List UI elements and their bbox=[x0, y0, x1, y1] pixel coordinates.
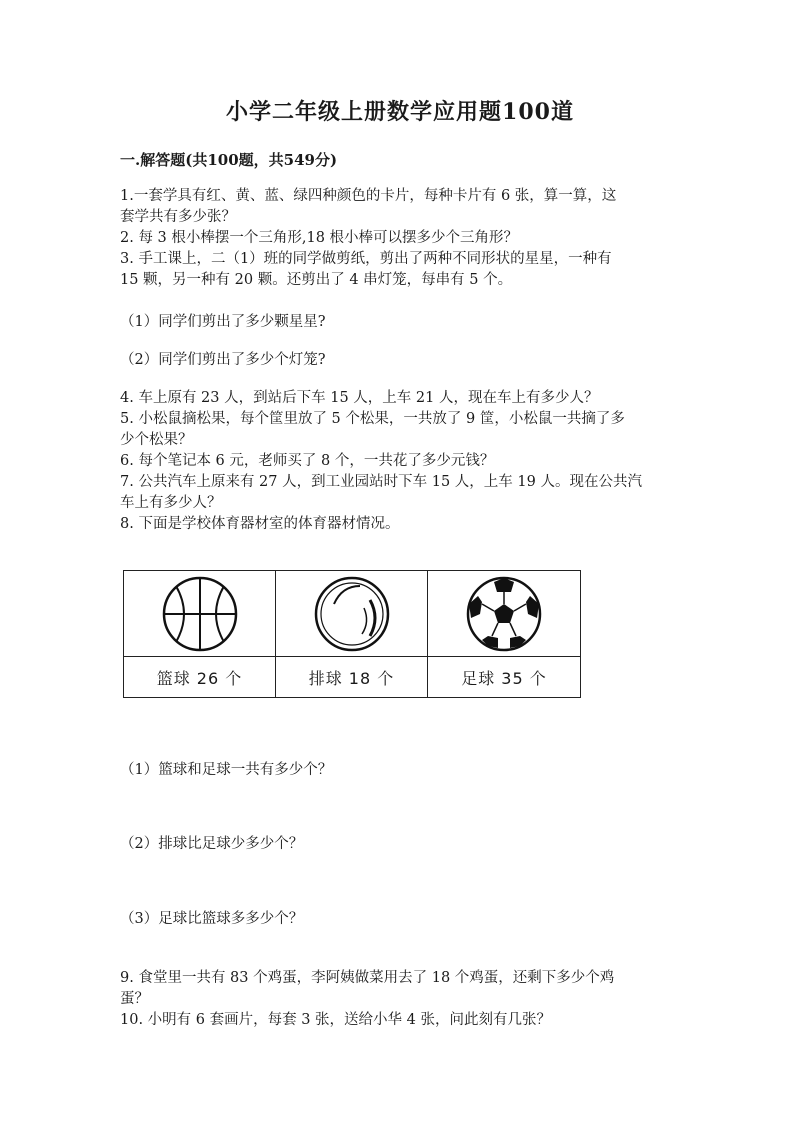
question-1 bbox=[120, 186, 680, 228]
question-1-line-1: 1.一套学具有红、黄、蓝、绿四种颜色的卡片，每种卡片有 6 张，算一算，这 bbox=[120, 188, 617, 204]
question-9 bbox=[120, 968, 680, 1010]
question-8-sub-2: （2）排球比足球少多少个？ bbox=[120, 836, 304, 852]
basketball-icon bbox=[160, 574, 240, 654]
page-title: 小学二年级上册数学应用题100道 bbox=[226, 99, 574, 125]
question-5-line-2: 少个松果？ bbox=[120, 432, 193, 448]
question-4: 4. 车上原有 23 人，到站后下车 15 人，上车 21 人，现在车上有多少人？ bbox=[120, 390, 599, 406]
question-3 bbox=[120, 249, 680, 291]
question-10: 10. 小明有 6 套画片，每套 3 张，送给小华 4 张，问此刻有几张？ bbox=[120, 1012, 551, 1028]
soccer-cell bbox=[428, 571, 580, 657]
question-7 bbox=[120, 472, 680, 514]
volleyball-cell bbox=[276, 571, 428, 657]
question-2: 2. 每 3 根小棒摆一个三角形,18 根小棒可以摆多少个三角形？ bbox=[120, 230, 519, 246]
question-8: 8. 下面是学校体育器材室的体育器材情况。 bbox=[120, 516, 400, 532]
question-1-line-2: 套学共有多少张？ bbox=[120, 209, 236, 225]
soccer-ball-icon bbox=[464, 574, 544, 654]
volleyball-icon bbox=[312, 574, 392, 654]
volleyball-count-label: 排球 18 个 bbox=[308, 668, 395, 688]
soccer-count-label: 足球 35 个 bbox=[461, 668, 547, 688]
question-9-line-2: 蛋？ bbox=[120, 991, 149, 1007]
section-header: 一.解答题(共100题，共549分) bbox=[120, 151, 338, 169]
volleyball-label-cell bbox=[276, 657, 428, 697]
question-9-line-1: 9. 食堂里一共有 83 个鸡蛋，李阿姨做菜用去了 18 个鸡蛋，还剩下多少个鸡 bbox=[120, 970, 615, 986]
question-7-line-1: 7. 公共汽车上原来有 27 人，到工业园站时下车 15 人，上车 19 人。现在公共汽 bbox=[120, 474, 642, 490]
basketball-label-cell bbox=[124, 657, 276, 697]
question-8-sub-3: （3）足球比篮球多多少个？ bbox=[120, 911, 304, 927]
question-6: 6. 每个笔记本 6 元，老师买了 8 个，一共花了多少元钱？ bbox=[120, 453, 495, 469]
question-3-sub-1: （1）同学们剪出了多少颗星星? bbox=[120, 314, 326, 330]
question-3-line-2: 15 颗，另一种有 20 颗。还剪出了 4 串灯笼，每串有 5 个。 bbox=[120, 272, 513, 288]
basketball-cell bbox=[124, 571, 276, 657]
question-5-line-1: 5. 小松鼠摘松果，每个筐里放了 5 个松果，一共放了 9 筐，小松鼠一共摘了多 bbox=[120, 411, 625, 427]
question-8-sub-1: （1）篮球和足球一共有多少个？ bbox=[120, 762, 333, 778]
soccer-label-cell bbox=[428, 657, 580, 697]
basketball-count-label: 篮球 26 个 bbox=[156, 668, 243, 688]
question-3-line-1: 3. 手工课上，二（1）班的同学做剪纸，剪出了两种不同形状的星星，一种有 bbox=[120, 251, 612, 267]
question-7-line-2: 车上有多少人？ bbox=[120, 495, 222, 511]
question-3-sub-2: （2）同学们剪出了多少个灯笼? bbox=[120, 352, 326, 368]
question-5 bbox=[120, 409, 680, 451]
equipment-table bbox=[123, 570, 581, 698]
